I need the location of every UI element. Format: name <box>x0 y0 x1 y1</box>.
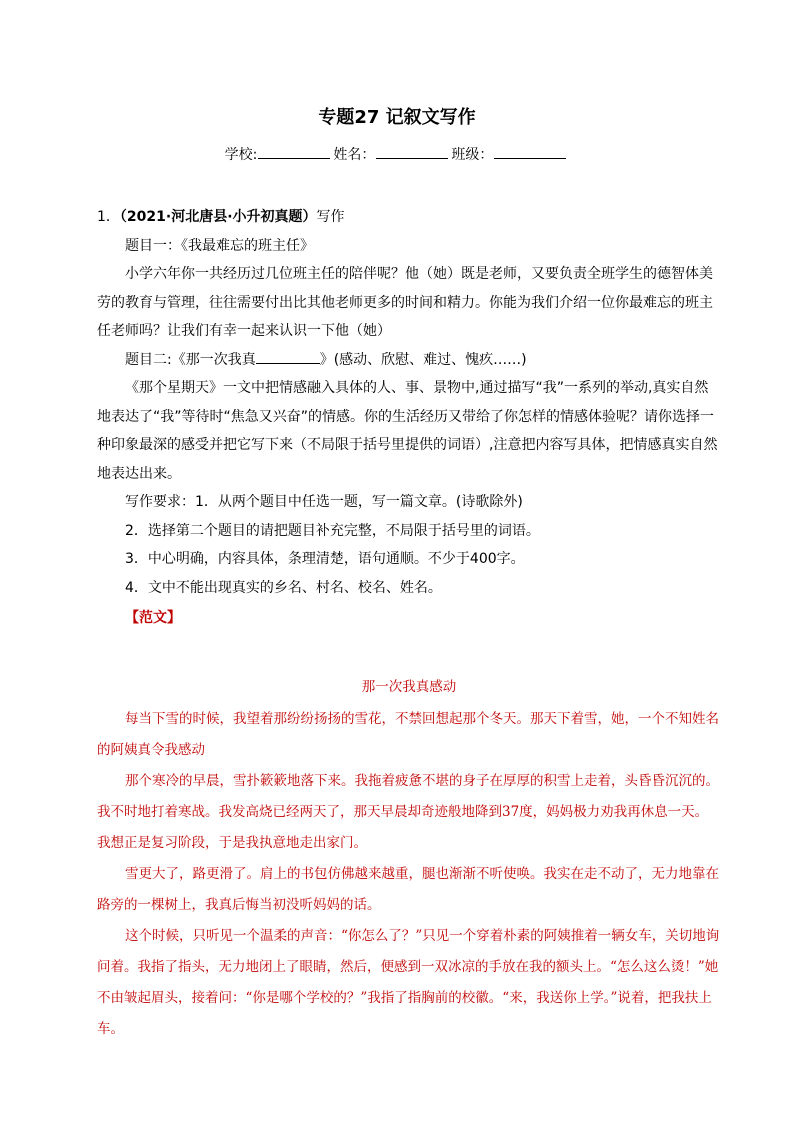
topic-two-prefix: 题目二:《那一次我真 <box>125 351 256 368</box>
question-heading <box>97 203 721 232</box>
topic-two-blank <box>256 349 320 364</box>
requirement-2: 2．选择第二个题目的请把题目补充完整，不局限于括号里的词语。 <box>125 522 540 539</box>
essay-title: 那一次我真感动 <box>361 679 457 695</box>
class-blank <box>494 146 566 159</box>
name-blank <box>376 146 448 159</box>
topic-one-title: 题目一：《我最难忘的班主任》 <box>125 237 314 254</box>
student-info-line <box>0 144 794 164</box>
essay-paragraph: 这个时候，只听见一个温柔的声音：“你怎么了？”只见一个穿着朴素的阿姨推着一辆女车，关切地询问着。我指了指头，无力地闭上了眼睛，然后，便感到一双冰凉的手放在我的额头上。“怎么这么烫！”她不由皱起眉头，接着问：“你是哪个学校的？”我指了指胸前的校徽。“来，我送你上学。”说着，把我扶上车。 <box>97 928 720 1037</box>
school-label: 学校: <box>224 147 258 163</box>
school-blank <box>258 146 330 159</box>
essay-paragraph: 每当下雪的时候，我望着那纷纷扬扬的雪花，不禁回想起那个冬天。那天下着雪，她，一个不知姓名的阿姨真令我感动 <box>97 711 719 758</box>
topic-two-description: 《那个星期天》一文中把情感融入具体的人、事、景物中,通过描写“我”一系列的举动,真实自然地表达了“我”等待时“焦急又兴奋”的情感。你的生活经历又带给了你怎样的情感体验呢？请你选择一种印象最深的感受并把它写下来（不局限于括号里提供的词语）,注意把内容写具体，把情感真实自然地表达出来。 <box>97 380 718 482</box>
essay-paragraph: 那个寒冷的早晨，雪扑簌簌地落下来。我拖着疲惫不堪的身子在厚厚的积雪上走着，头昏昏沉沉的。我不时地打着寒战。我发高烧已经两天了，那天早晨却奇迹般地降到37度，妈妈极力劝我再休息一天。我想正是复习阶段，于是我执意地走出家门。 <box>97 773 719 851</box>
topic-one-description: 小学六年你一共经历过几位班主任的陪伴呢？他（她）既是老师，又要负责全班学生的德智体美劳的教育与管理，往往需要付出比其他老师更多的时间和精力。你能为我们介绍一位你最难忘的班主任老师吗？让我们有幸一起来认识一下他（她） <box>97 266 713 339</box>
class-label: 班级： <box>451 147 494 163</box>
question-number: 1． <box>97 209 120 225</box>
topic-two-suffix: 》(感动、欣慰、难过、愧疚……) <box>319 351 527 368</box>
requirement-4: 4．文中不能出现真实的乡名、村名、校名、姓名。 <box>125 579 442 596</box>
question-source: （2021·河北唐县·小升初真题） <box>119 209 317 225</box>
requirement-1: 写作要求：1．从两个题目中任选一题，写一篇文章。(诗歌除外) <box>125 494 523 510</box>
requirement-3: 3．中心明确，内容具体，条理清楚，语句通顺。不少于400字。 <box>125 551 525 567</box>
question-block <box>97 203 721 633</box>
fanwen-label-line <box>97 604 721 633</box>
name-label: 姓名： <box>333 147 376 163</box>
page-title: 专题27 记叙文写作 <box>318 107 476 128</box>
topic-two-title <box>97 346 721 375</box>
question-type: 写作 <box>316 209 345 225</box>
sample-essay <box>97 672 721 1045</box>
essay-paragraph: 雪更大了，路更滑了。肩上的书包仿佛越来越重，腿也渐渐不听使唤。我实在走不动了，无力地靠在路旁的一棵树上，我真后悔当初没听妈妈的话。 <box>97 866 719 913</box>
fanwen-label: 【范文】 <box>125 610 181 626</box>
